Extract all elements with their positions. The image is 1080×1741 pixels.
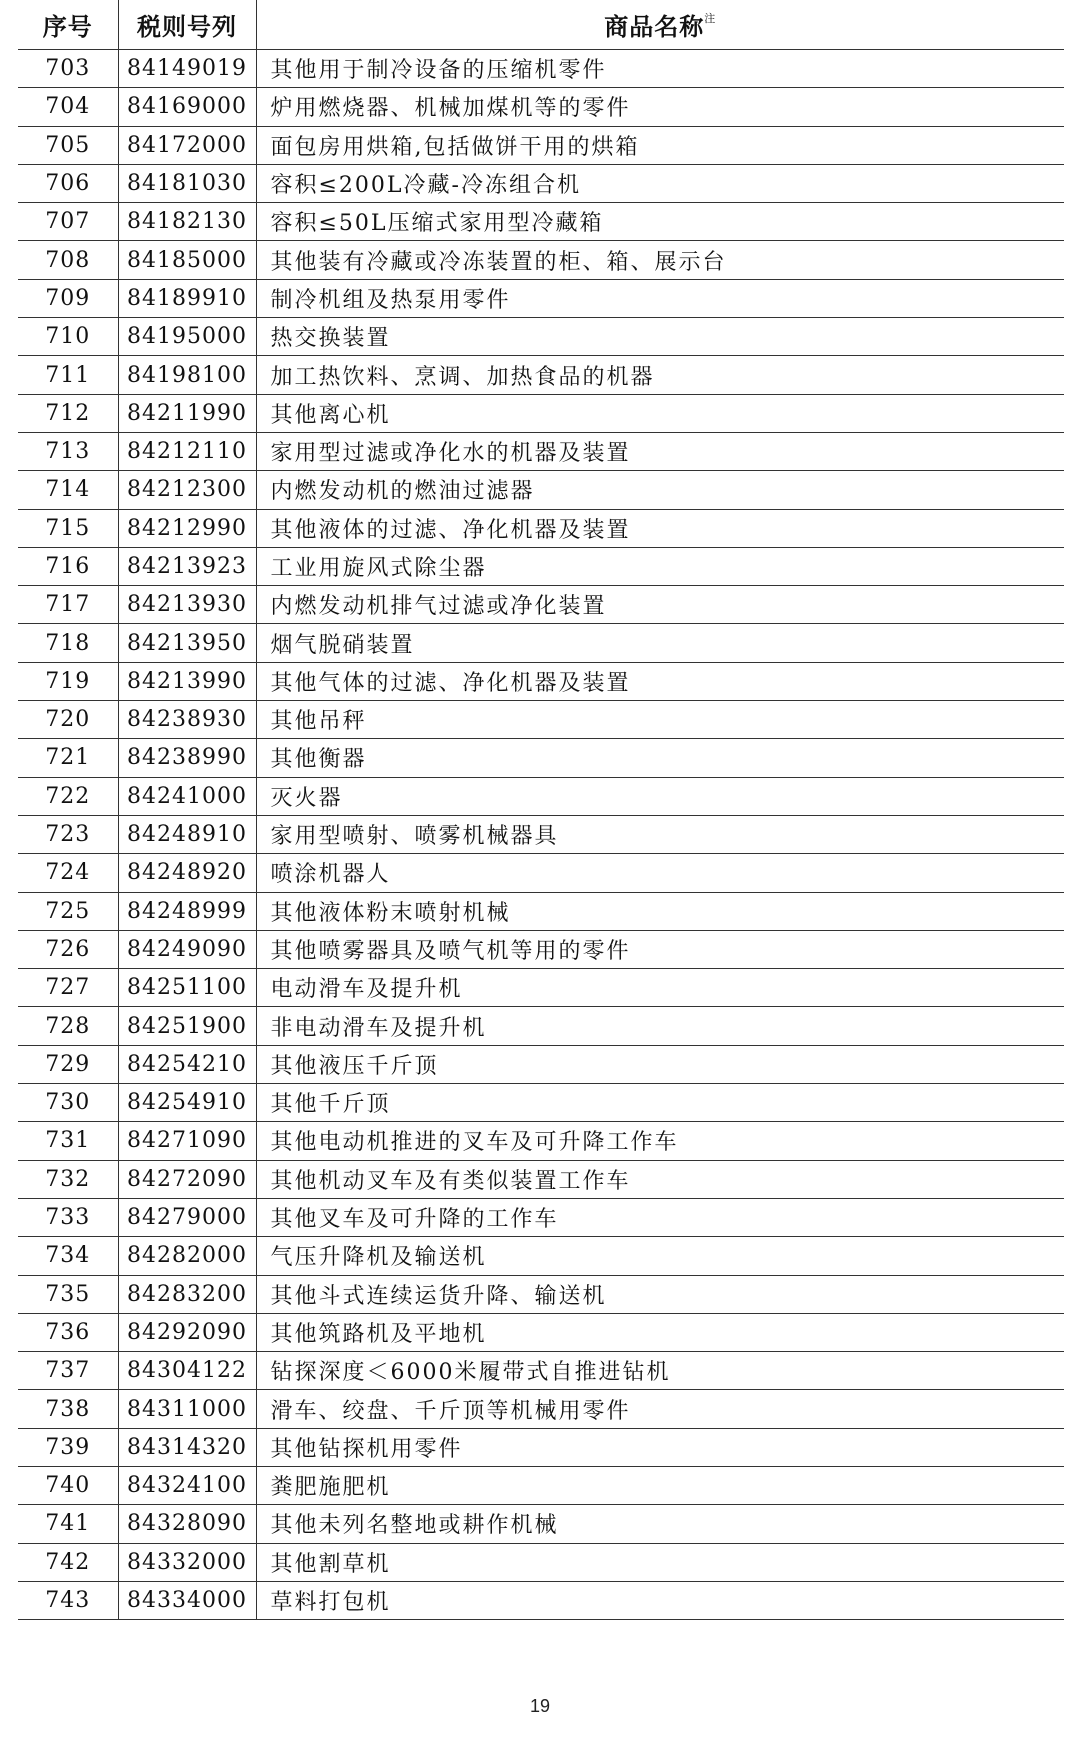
row-tariff-code: 84212990 — [118, 509, 256, 547]
row-seq: 724 — [18, 854, 118, 892]
row-product-name: 家用型喷射、喷雾机械器具 — [256, 815, 1064, 853]
table-row — [18, 701, 1064, 739]
row-product-name: 其他斗式连续运货升降、输送机 — [256, 1275, 1064, 1313]
row-product-name: 灭火器 — [256, 777, 1064, 815]
table-row — [18, 1007, 1064, 1045]
row-tariff-code: 84189910 — [118, 279, 256, 317]
row-product-name: 其他气体的过滤、净化机器及装置 — [256, 662, 1064, 700]
row-seq: 737 — [18, 1352, 118, 1390]
table-row — [18, 356, 1064, 394]
row-product-name: 其他衡器 — [256, 739, 1064, 777]
table-row — [18, 1543, 1064, 1581]
row-tariff-code: 84314320 — [118, 1428, 256, 1466]
header-name — [256, 0, 1064, 50]
row-seq: 725 — [18, 892, 118, 930]
table-row — [18, 50, 1064, 88]
table-row — [18, 586, 1064, 624]
row-seq: 736 — [18, 1313, 118, 1351]
table-row — [18, 318, 1064, 356]
row-seq: 728 — [18, 1007, 118, 1045]
row-seq: 741 — [18, 1505, 118, 1543]
row-tariff-code: 84292090 — [118, 1313, 256, 1351]
table-row — [18, 126, 1064, 164]
row-product-name: 喷涂机器人 — [256, 854, 1064, 892]
page-number: 19 — [529, 1696, 551, 1716]
table-row — [18, 662, 1064, 700]
table-row — [18, 1428, 1064, 1466]
header-code: 税则号列 — [118, 0, 256, 50]
row-product-name: 容积≤50L压缩式家用型冷藏箱 — [256, 203, 1064, 241]
table-row — [18, 432, 1064, 470]
row-product-name: 其他吊秤 — [256, 701, 1064, 739]
row-tariff-code: 84213923 — [118, 547, 256, 585]
row-product-name: 其他喷雾器具及喷气机等用的零件 — [256, 930, 1064, 968]
table-row — [18, 892, 1064, 930]
table-row — [18, 394, 1064, 432]
row-product-name: 容积≤200L冷藏-冷冻组合机 — [256, 164, 1064, 202]
row-tariff-code: 84182130 — [118, 203, 256, 241]
row-product-name: 草料打包机 — [256, 1581, 1064, 1619]
table-row — [18, 1581, 1064, 1619]
table-row — [18, 624, 1064, 662]
row-tariff-code: 84149019 — [118, 50, 256, 88]
table-row — [18, 777, 1064, 815]
row-seq: 712 — [18, 394, 118, 432]
row-seq: 727 — [18, 969, 118, 1007]
row-tariff-code: 84212300 — [118, 471, 256, 509]
row-product-name: 电动滑车及提升机 — [256, 969, 1064, 1007]
row-tariff-code: 84272090 — [118, 1160, 256, 1198]
row-tariff-code: 84238990 — [118, 739, 256, 777]
row-tariff-code: 84304122 — [118, 1352, 256, 1390]
row-seq: 722 — [18, 777, 118, 815]
row-tariff-code: 84249090 — [118, 930, 256, 968]
row-product-name: 其他机动叉车及有类似装置工作车 — [256, 1160, 1064, 1198]
row-seq: 731 — [18, 1122, 118, 1160]
row-seq: 709 — [18, 279, 118, 317]
row-seq: 738 — [18, 1390, 118, 1428]
table-row — [18, 203, 1064, 241]
row-tariff-code: 84211990 — [118, 394, 256, 432]
row-tariff-code: 84254210 — [118, 1045, 256, 1083]
row-tariff-code: 84248910 — [118, 815, 256, 853]
row-product-name: 其他液体粉末喷射机械 — [256, 892, 1064, 930]
row-product-name: 内燃发动机排气过滤或净化装置 — [256, 586, 1064, 624]
row-product-name: 炉用燃烧器、机械加煤机等的零件 — [256, 88, 1064, 126]
tariff-table-sheet — [18, 0, 1064, 1620]
row-product-name: 钻探深度＜6000米履带式自推进钻机 — [256, 1352, 1064, 1390]
row-product-name: 其他未列名整地或耕作机械 — [256, 1505, 1064, 1543]
table-row — [18, 854, 1064, 892]
row-tariff-code: 84271090 — [118, 1122, 256, 1160]
table-row — [18, 1505, 1064, 1543]
table-row — [18, 815, 1064, 853]
table-row — [18, 1045, 1064, 1083]
row-tariff-code: 84311000 — [118, 1390, 256, 1428]
table-row — [18, 509, 1064, 547]
row-tariff-code: 84334000 — [118, 1581, 256, 1619]
row-seq: 729 — [18, 1045, 118, 1083]
table-row — [18, 164, 1064, 202]
table-row — [18, 930, 1064, 968]
row-seq: 743 — [18, 1581, 118, 1619]
row-product-name: 其他筑路机及平地机 — [256, 1313, 1064, 1351]
table-row — [18, 1198, 1064, 1236]
row-tariff-code: 84248999 — [118, 892, 256, 930]
table-header-row — [18, 0, 1064, 50]
row-product-name: 其他钻探机用零件 — [256, 1428, 1064, 1466]
row-seq: 723 — [18, 815, 118, 853]
row-product-name: 粪肥施肥机 — [256, 1466, 1064, 1504]
header-seq: 序号 — [18, 0, 118, 50]
row-seq: 734 — [18, 1237, 118, 1275]
row-tariff-code: 84212110 — [118, 432, 256, 470]
row-product-name: 其他液体的过滤、净化机器及装置 — [256, 509, 1064, 547]
table-row — [18, 1313, 1064, 1351]
row-tariff-code: 84213950 — [118, 624, 256, 662]
row-seq: 703 — [18, 50, 118, 88]
table-row — [18, 1122, 1064, 1160]
table-row — [18, 88, 1064, 126]
row-tariff-code: 84279000 — [118, 1198, 256, 1236]
row-seq: 733 — [18, 1198, 118, 1236]
row-product-name: 其他用于制冷设备的压缩机零件 — [256, 50, 1064, 88]
row-product-name: 非电动滑车及提升机 — [256, 1007, 1064, 1045]
row-product-name: 其他千斤顶 — [256, 1084, 1064, 1122]
row-seq: 730 — [18, 1084, 118, 1122]
row-seq: 706 — [18, 164, 118, 202]
row-seq: 714 — [18, 471, 118, 509]
row-tariff-code: 84198100 — [118, 356, 256, 394]
row-tariff-code: 84332000 — [118, 1543, 256, 1581]
row-product-name: 制冷机组及热泵用零件 — [256, 279, 1064, 317]
row-product-name: 热交换装置 — [256, 318, 1064, 356]
row-seq: 704 — [18, 88, 118, 126]
row-tariff-code: 84328090 — [118, 1505, 256, 1543]
row-product-name: 加工热饮料、烹调、加热食品的机器 — [256, 356, 1064, 394]
row-tariff-code: 84169000 — [118, 88, 256, 126]
row-product-name: 内燃发动机的燃油过滤器 — [256, 471, 1064, 509]
row-seq: 710 — [18, 318, 118, 356]
table-row — [18, 1160, 1064, 1198]
row-tariff-code: 84283200 — [118, 1275, 256, 1313]
row-tariff-code: 84185000 — [118, 241, 256, 279]
header-name-note: 注 — [704, 12, 717, 25]
row-tariff-code: 84241000 — [118, 777, 256, 815]
row-tariff-code: 84213930 — [118, 586, 256, 624]
row-seq: 720 — [18, 701, 118, 739]
row-tariff-code: 84251100 — [118, 969, 256, 1007]
row-product-name: 工业用旋风式除尘器 — [256, 547, 1064, 585]
row-seq: 716 — [18, 547, 118, 585]
table-row — [18, 1237, 1064, 1275]
table-body — [18, 50, 1064, 1620]
row-seq: 719 — [18, 662, 118, 700]
row-seq: 742 — [18, 1543, 118, 1581]
row-tariff-code: 84248920 — [118, 854, 256, 892]
row-tariff-code: 84324100 — [118, 1466, 256, 1504]
row-seq: 739 — [18, 1428, 118, 1466]
row-seq: 707 — [18, 203, 118, 241]
row-product-name: 家用型过滤或净化水的机器及装置 — [256, 432, 1064, 470]
row-tariff-code: 84254910 — [118, 1084, 256, 1122]
row-product-name: 滑车、绞盘、千斤顶等机械用零件 — [256, 1390, 1064, 1428]
table-row — [18, 241, 1064, 279]
table-row — [18, 547, 1064, 585]
row-product-name: 其他电动机推进的叉车及可升降工作车 — [256, 1122, 1064, 1160]
row-seq: 717 — [18, 586, 118, 624]
table-row — [18, 1084, 1064, 1122]
row-seq: 711 — [18, 356, 118, 394]
row-seq: 726 — [18, 930, 118, 968]
table-row — [18, 1275, 1064, 1313]
table-row — [18, 739, 1064, 777]
row-product-name: 其他叉车及可升降的工作车 — [256, 1198, 1064, 1236]
header-name-label: 商品名称 — [604, 13, 705, 41]
tariff-table — [18, 0, 1064, 1620]
row-tariff-code: 84238930 — [118, 701, 256, 739]
table-row — [18, 969, 1064, 1007]
row-product-name: 其他割草机 — [256, 1543, 1064, 1581]
row-seq: 715 — [18, 509, 118, 547]
row-tariff-code: 84251900 — [118, 1007, 256, 1045]
row-product-name: 其他液压千斤顶 — [256, 1045, 1064, 1083]
row-seq: 718 — [18, 624, 118, 662]
row-tariff-code: 84213990 — [118, 662, 256, 700]
table-row — [18, 1352, 1064, 1390]
table-row — [18, 279, 1064, 317]
row-seq: 732 — [18, 1160, 118, 1198]
row-seq: 705 — [18, 126, 118, 164]
row-tariff-code: 84195000 — [118, 318, 256, 356]
row-product-name: 其他离心机 — [256, 394, 1064, 432]
row-seq: 708 — [18, 241, 118, 279]
row-tariff-code: 84282000 — [118, 1237, 256, 1275]
row-seq: 740 — [18, 1466, 118, 1504]
row-seq: 721 — [18, 739, 118, 777]
row-product-name: 面包房用烘箱,包括做饼干用的烘箱 — [256, 126, 1064, 164]
row-seq: 713 — [18, 432, 118, 470]
table-row — [18, 1390, 1064, 1428]
table-row — [18, 471, 1064, 509]
row-product-name: 烟气脱硝装置 — [256, 624, 1064, 662]
row-product-name: 气压升降机及输送机 — [256, 1237, 1064, 1275]
row-tariff-code: 84172000 — [118, 126, 256, 164]
table-row — [18, 1466, 1064, 1504]
row-product-name: 其他装有冷藏或冷冻装置的柜、箱、展示台 — [256, 241, 1064, 279]
row-tariff-code: 84181030 — [118, 164, 256, 202]
row-seq: 735 — [18, 1275, 118, 1313]
